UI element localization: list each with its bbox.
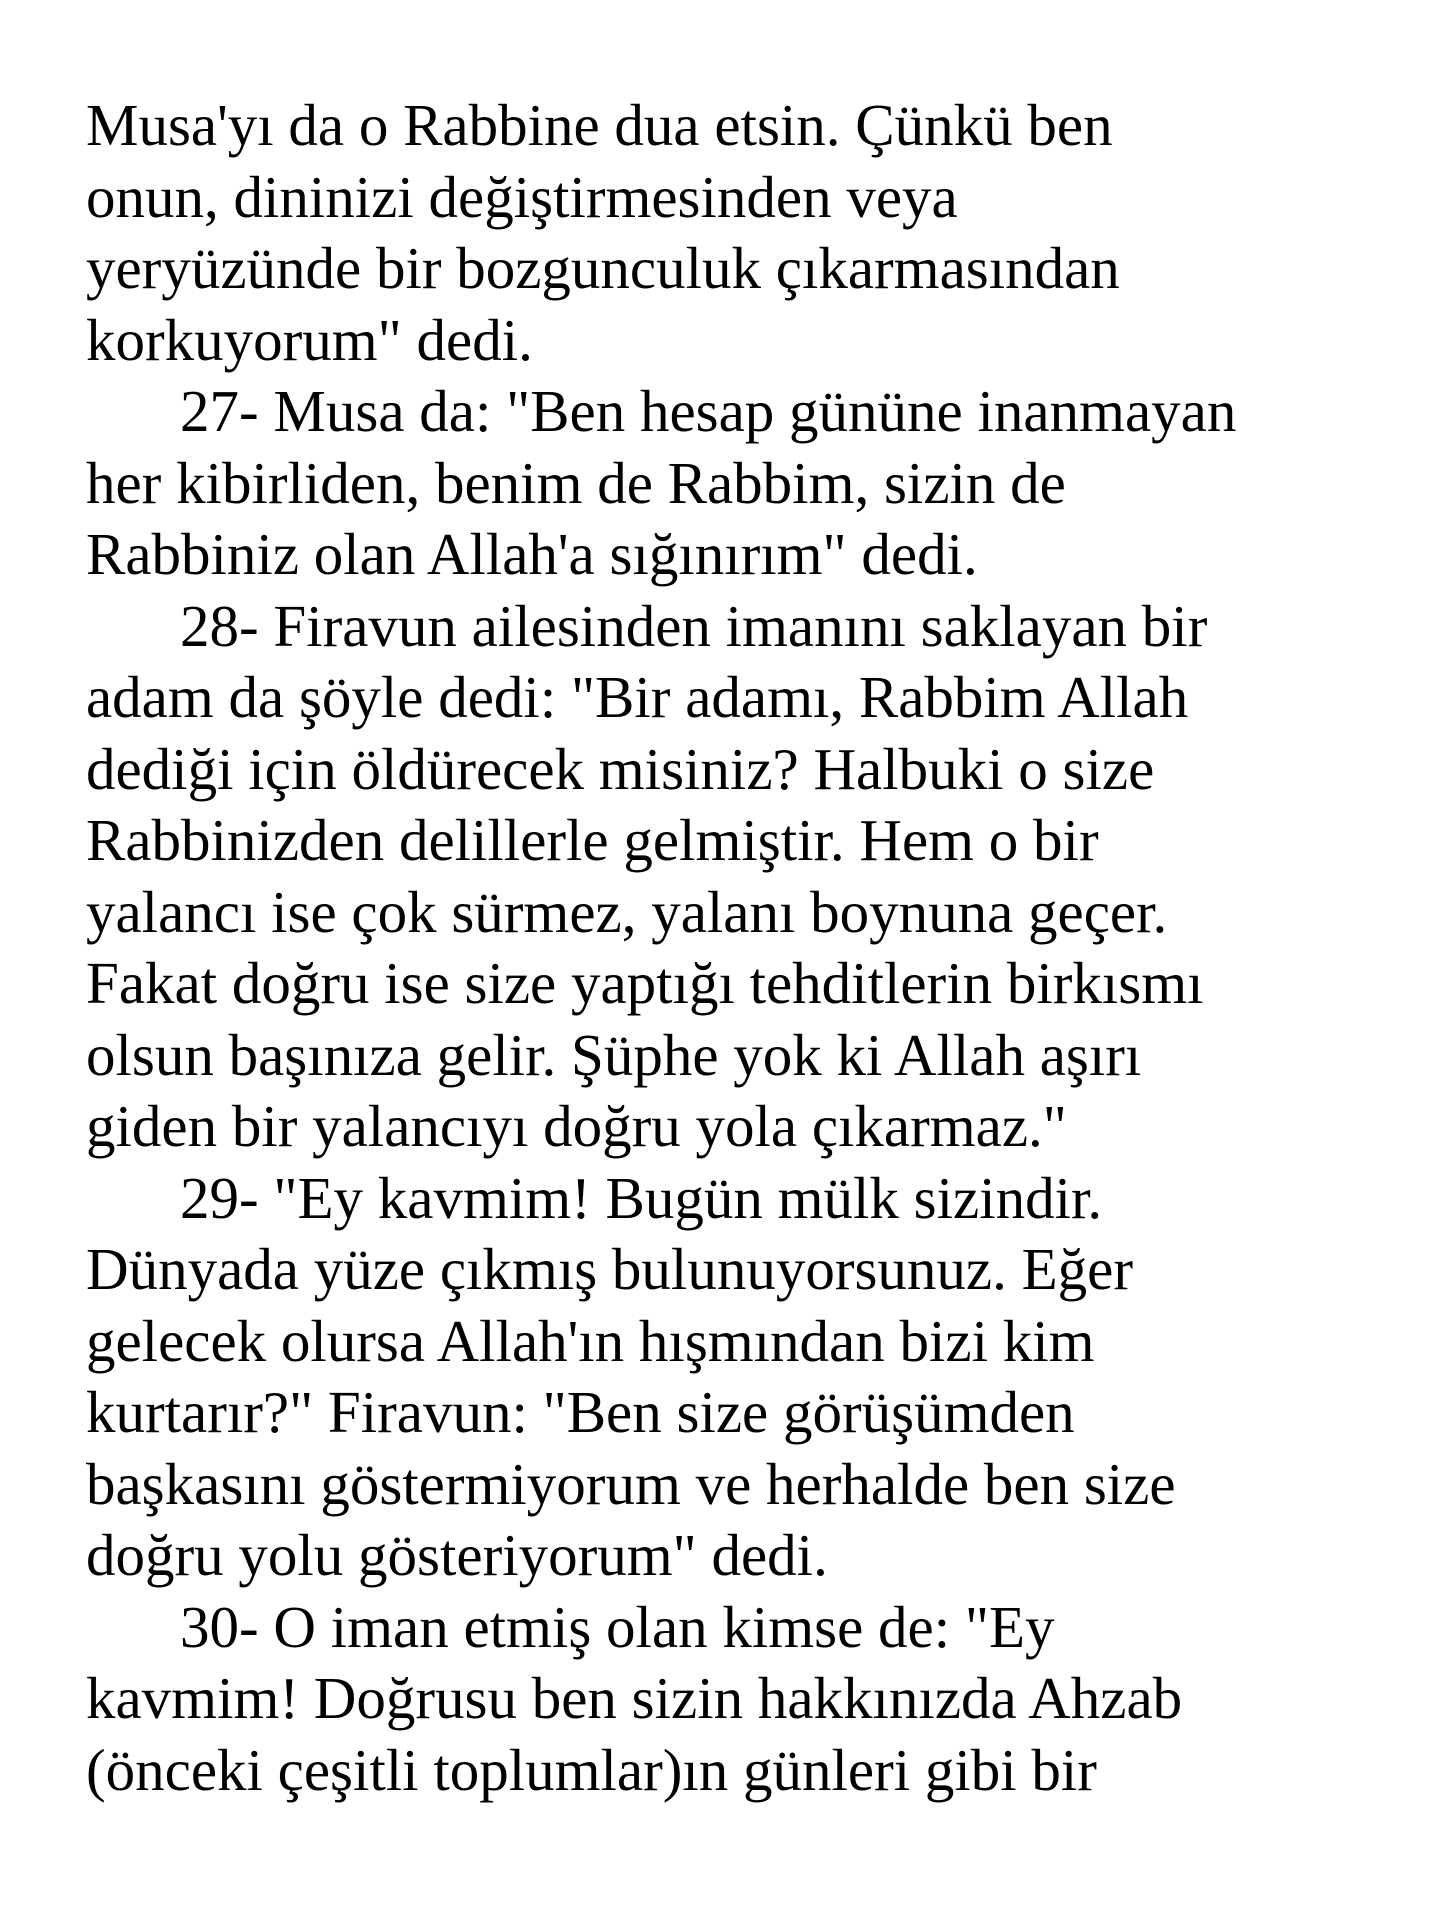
text-line: her kibirliden, benim de Rabbim, sizin de [86,449,1066,516]
text-line: kurtarır?" Firavun: "Ben size görüşümden [86,1379,1075,1445]
text-line: doğru yolu gösteriyorum" dedi. [86,1522,828,1588]
text-line: Musa'yı da o Rabbine dua etsin. Çünkü ben [86,92,1113,158]
text-line: gelecek olursa Allah'ın hışmından bizi kim [86,1307,1095,1374]
verse-30-start: 30- O iman etmiş olan kimse de: "Ey [180,1593,1055,1660]
text-line: olsun başınıza gelir. Şüphe yok ki Allah aşırı [86,1021,1142,1088]
verse-29-start: 29- "Ey kavmim! Bugün mülk sizindir. [180,1164,1103,1231]
text-line: yalancı ise çok sürmez, yalanı boynuna geçer. [86,878,1168,945]
text-line: kavmim! Doğrusu ben sizin hakkınızda Ahzab [86,1665,1183,1731]
document-page [86,90,1426,1806]
text-line: başkasını göstermiyorum ve herhalde ben size [86,1450,1176,1517]
verse-27-start: 27- Musa da: "Ben hesap gününe inanmayan [180,378,1237,444]
text-line: onun, dininizi değiştirmesinden veya [86,163,958,230]
verse-28-start: 28- Firavun ailesinden imanını saklayan bir [180,592,1208,659]
text-line: Dünyada yüze çıkmış bulunuyorsunuz. Eğer [86,1236,1133,1302]
text-line: (önceki çeşitli toplumlar)ın günleri gibi bir [86,1736,1097,1803]
text-line: Rabbinizden delillerle gelmiştir. Hem o bir [86,807,1099,873]
text-line: dediği için öldürecek misiniz? Halbuki o size [86,735,1155,802]
text-line: Fakat doğru ise size yaptığı tehditlerin birkısmı [86,950,1204,1016]
text-line: giden bir yalancıyı doğru yola çıkarmaz." [86,1093,1067,1159]
text-line: adam da şöyle dedi: "Bir adamı, Rabbim Allah [86,664,1189,730]
text-line: yeryüzünde bir bozgunculuk çıkarmasından [86,235,1120,301]
text-line: korkuyorum" dedi. [86,306,533,373]
text-line: Rabbiniz olan Allah'a sığınırım" dedi. [86,521,978,587]
